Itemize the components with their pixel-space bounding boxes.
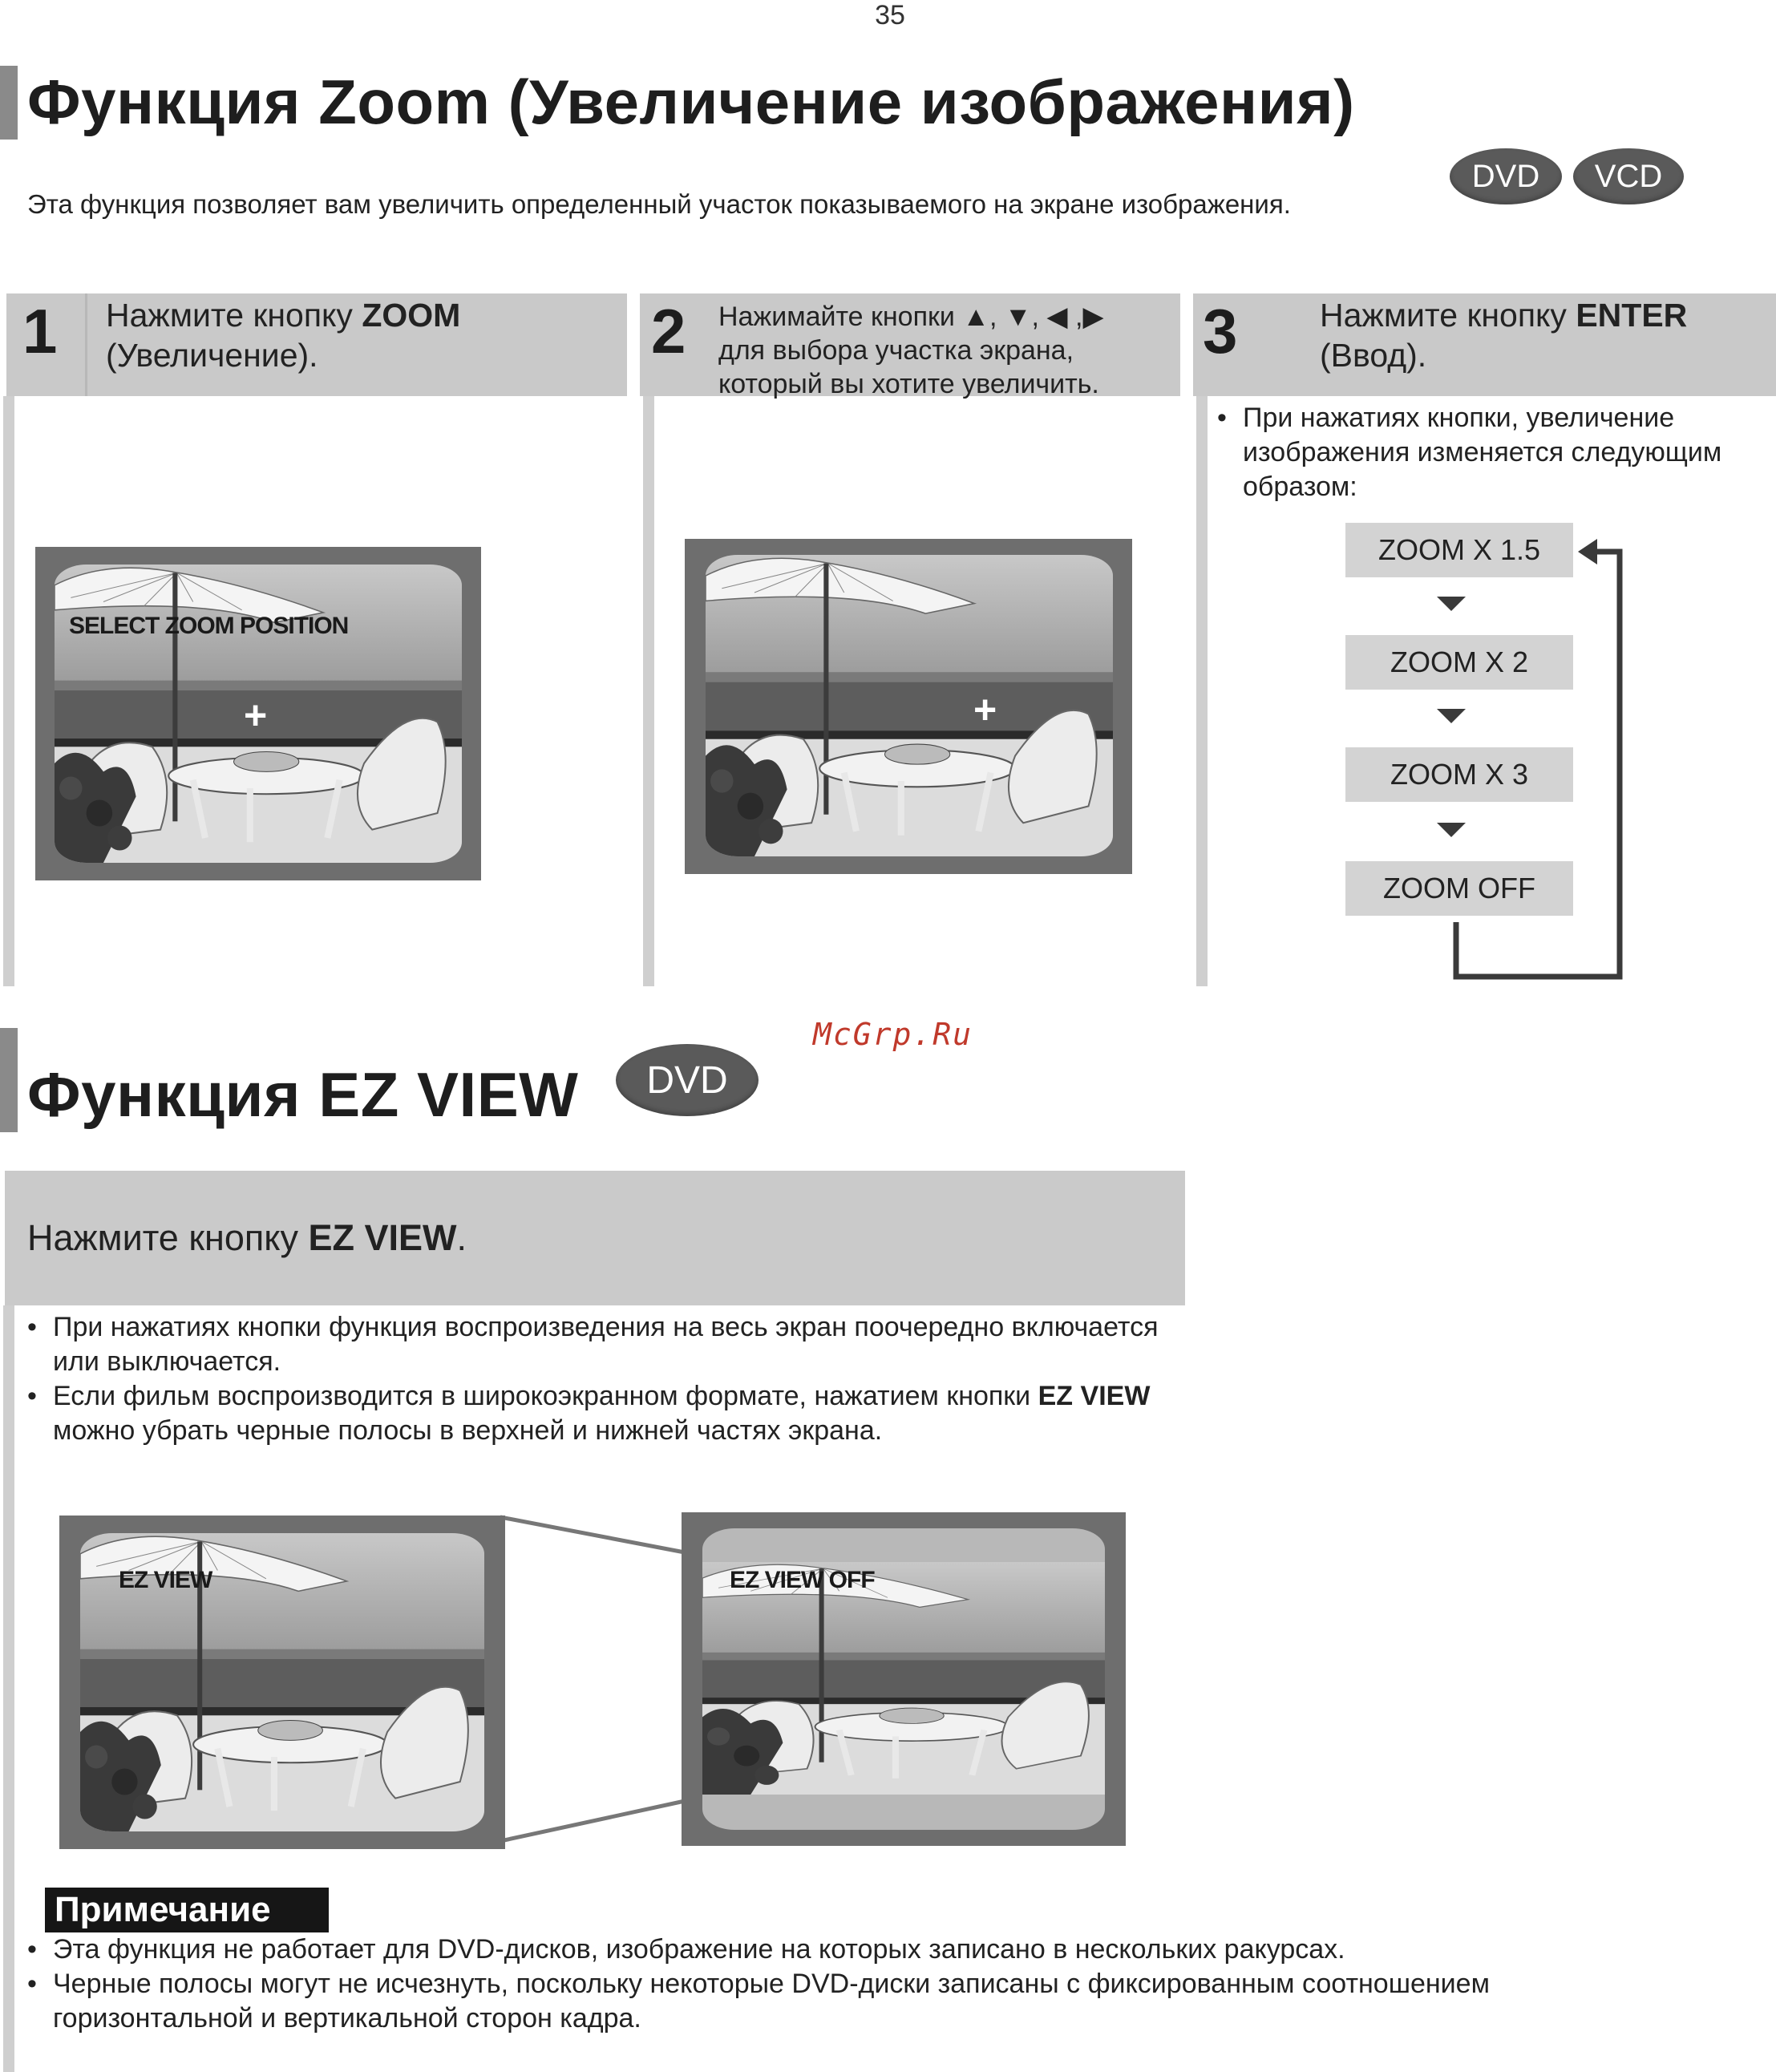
tv-frame-step-1 [35, 547, 481, 880]
note-list [27, 1932, 1751, 2036]
step-3-prefix: Нажмите кнопку [1320, 297, 1576, 334]
ezview-bullet-2-prefix: Если фильм воспроизводится в широкоэкранном формате, нажатием кнопки [53, 1381, 1038, 1411]
zoom-intro-text: Эта функция позволяет вам увеличить определенный участок показываемого на экране изображения. [27, 189, 1291, 219]
crosshair-icon: + [244, 693, 268, 738]
crosshair-icon: + [973, 687, 997, 732]
terrace-scene-image [702, 1562, 1105, 1795]
zoom-section-title: Функция Zoom (Увеличение изображения) [27, 67, 1355, 137]
ezview-instruction [27, 1217, 467, 1259]
step-1-text [106, 295, 619, 375]
list-item [27, 1967, 1624, 2036]
ezview-line [3, 1305, 14, 2072]
step-3-text [1320, 295, 1769, 375]
note-label: Примечание [45, 1888, 329, 1932]
tv-screen [706, 555, 1113, 856]
zoom-level-3: ZOOM X 3 [1345, 747, 1573, 802]
list-item [27, 1310, 1166, 1379]
step-divider [85, 293, 87, 396]
step-2-line-2: для выбора участка экрана, [718, 335, 1074, 366]
zoom-level-1-5: ZOOM X 1.5 [1345, 523, 1573, 577]
note-item-2: Черные полосы могут не исчезнуть, поскольку некоторые DVD-диски записаны с фиксированным соотношением горизонтальной и вертикальной сторон кадра. [53, 1969, 1490, 2034]
tv-frame-ezview-off [682, 1512, 1126, 1846]
step-2-text [718, 300, 1183, 401]
ezview-bullet-1: При нажатиях кнопки функция воспроизведения на весь экран поочередно включается или выключается. [53, 1312, 1159, 1377]
note-item-1: Эта функция не работает для DVD-дисков, изображение на которых записано в нескольких ракурсах. [53, 1934, 1345, 1965]
terrace-scene-image [706, 555, 1113, 856]
tv-connector-lines [497, 1511, 690, 1847]
page-number: 35 [875, 0, 905, 30]
arrow-keys-icon: ▲, ▼, ◀ ,▶ [962, 301, 1104, 332]
step-1-number: 1 [22, 296, 58, 366]
zoom-level-off: ZOOM OFF [1345, 861, 1573, 916]
tv-frame-step-2 [685, 539, 1132, 874]
ezview-bullet-2-bold: EZ VIEW [1038, 1381, 1151, 1411]
osd-select-zoom-position: SELECT ZOOM POSITION [69, 613, 349, 639]
watermark: McGrp.Ru [813, 1017, 973, 1052]
dvd-badge: DVD [616, 1044, 759, 1116]
step-2-line-1: Нажимайте кнопки [718, 301, 963, 332]
ezview-instruction-suffix: . [456, 1217, 467, 1258]
ezview-bullet-2-suffix: можно убрать черные полосы в верхней и нижней частях экрана. [53, 1415, 883, 1446]
title-accent-bar [0, 66, 18, 140]
enter-key-name: ENTER [1576, 297, 1688, 334]
title-accent-bar [0, 1028, 18, 1132]
step-3-line [1196, 396, 1208, 986]
step-2-line-3: который вы хотите увеличить. [718, 369, 1099, 399]
step-3-suffix: (Ввод). [1320, 337, 1427, 374]
step-3-number: 3 [1203, 296, 1238, 366]
list-item [27, 1379, 1166, 1448]
step-3-bullet-text: При нажатиях кнопки, увеличение изображения изменяется следующим образом: [1243, 403, 1722, 502]
ezview-instruction-prefix: Нажмите кнопку [27, 1217, 309, 1258]
step-1-prefix: Нажмите кнопку [106, 297, 362, 334]
zoom-key-name: ZOOM [362, 297, 461, 334]
step-3-bullet [1217, 401, 1770, 504]
ezview-bullets [27, 1310, 1166, 1448]
ezview-key-name: EZ VIEW [308, 1217, 457, 1258]
vcd-badge: VCD [1573, 148, 1684, 204]
dvd-badge: DVD [1450, 148, 1562, 204]
step-2-line [643, 396, 654, 986]
step-1-suffix: (Увеличение). [106, 337, 318, 374]
loop-back-arrow-icon [1443, 529, 1636, 986]
list-item [27, 1932, 1751, 1967]
list-item [1217, 401, 1770, 504]
step-1-line [3, 396, 14, 986]
osd-ez-view-off: EZ VIEW OFF [730, 1567, 875, 1593]
osd-ez-view: EZ VIEW [119, 1567, 212, 1593]
zoom-level-2: ZOOM X 2 [1345, 635, 1573, 690]
tv-frame-ezview-on [59, 1516, 505, 1849]
ezview-section-title: Функция EZ VIEW [27, 1059, 579, 1130]
step-2-number: 2 [651, 296, 686, 366]
